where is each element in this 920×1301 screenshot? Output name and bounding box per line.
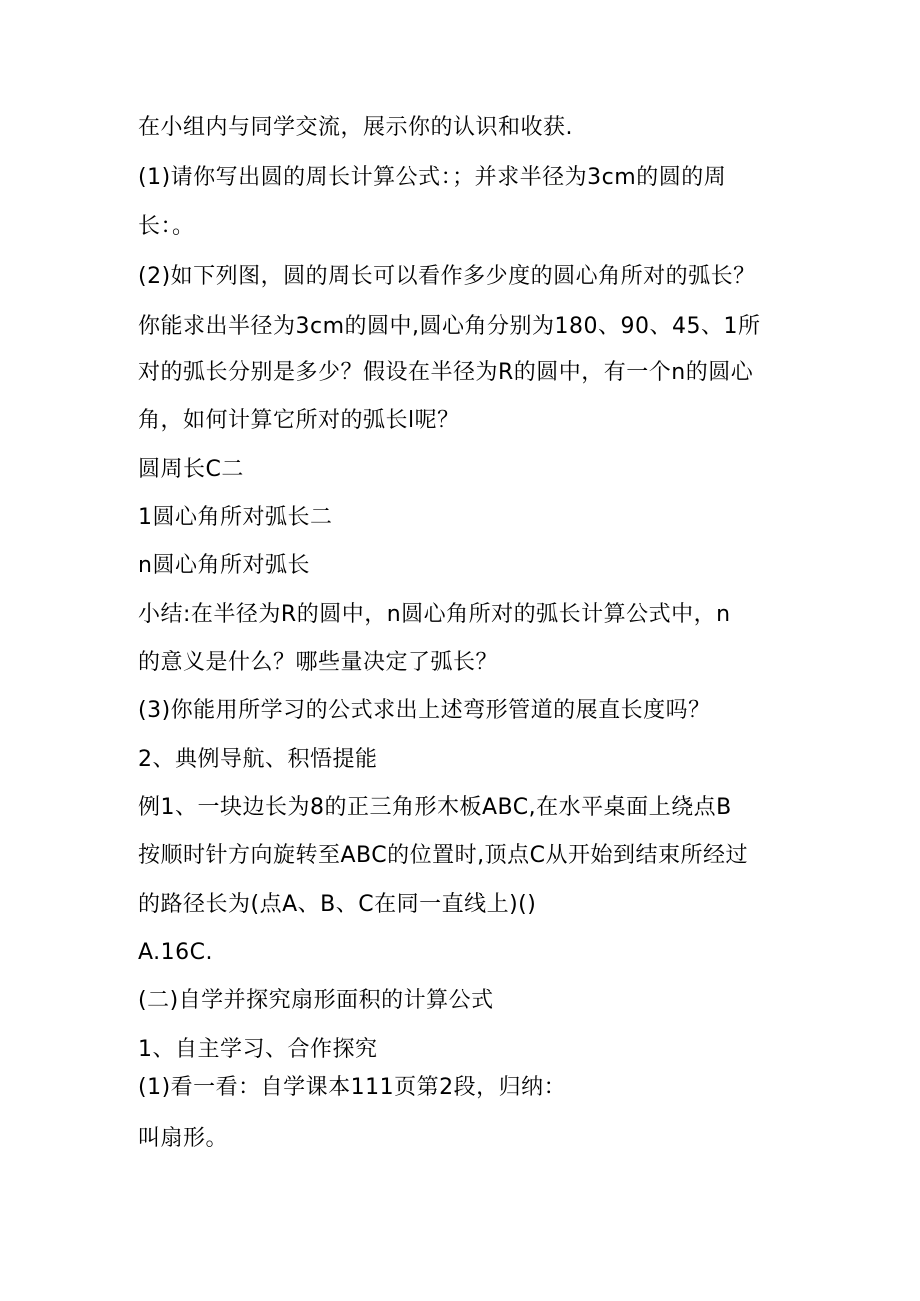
text-line-11: 小结:在半径为R的圆中，n圆心角所对的弧长计算公式中，n — [138, 602, 731, 627]
text-line-22: 叫扇形。 — [138, 1126, 229, 1151]
text-line-19: (二)自学并探究扇形面积的计算公式 — [138, 988, 494, 1013]
text-line-18: A.16C. — [138, 940, 214, 965]
text-line-17: 的路径长为(点A、B、C在同一直线上)() — [138, 892, 537, 917]
text-line-3: 长：。 — [138, 214, 195, 239]
text-line-2: (1)请你写出圆的周长计算公式：；并求半径为3cm的圆的周 — [138, 165, 727, 190]
text-line-4: (2)如下列图，圆的周长可以看作多少度的圆心角所对的弧长？ — [138, 264, 756, 289]
text-line-15: 例1、一块边长为8的正三角形木板ABC,在水平桌面上绕点B — [138, 795, 732, 820]
text-line-7: 角，如何计算它所对的弧长l呢？ — [138, 408, 460, 433]
text-line-14: 2、典例导航、积悟提能 — [138, 747, 378, 772]
text-line-9: 1圆心角所对弧长二 — [138, 505, 333, 530]
text-line-1: 在小组内与同学交流，展示你的认识和收获. — [138, 115, 573, 140]
text-line-12: 的意义是什么？哪些量决定了弧长？ — [138, 650, 499, 675]
text-line-6: 对的弧长分别是多少？假设在半径为R的圆中，有一个n的圆心 — [138, 360, 754, 385]
text-line-13: (3)你能用所学习的公式求出上述弯形管道的展直长度吗？ — [138, 698, 711, 723]
text-line-21: (1)看一看：自学课本111页第2段，归纳： — [138, 1075, 567, 1100]
text-line-8: 圆周长C二 — [138, 457, 244, 482]
text-line-5: 你能求出半径为3cm的圆中,圆心角分别为180、90、45、1所 — [138, 314, 761, 339]
text-line-20: 1、自主学习、合作探究 — [138, 1037, 378, 1062]
text-line-16: 按顺时针方向旋转至ABC的位置时,顶点C从开始到结束所经过 — [138, 843, 748, 868]
text-line-10: n圆心角所对弧长 — [138, 553, 310, 578]
